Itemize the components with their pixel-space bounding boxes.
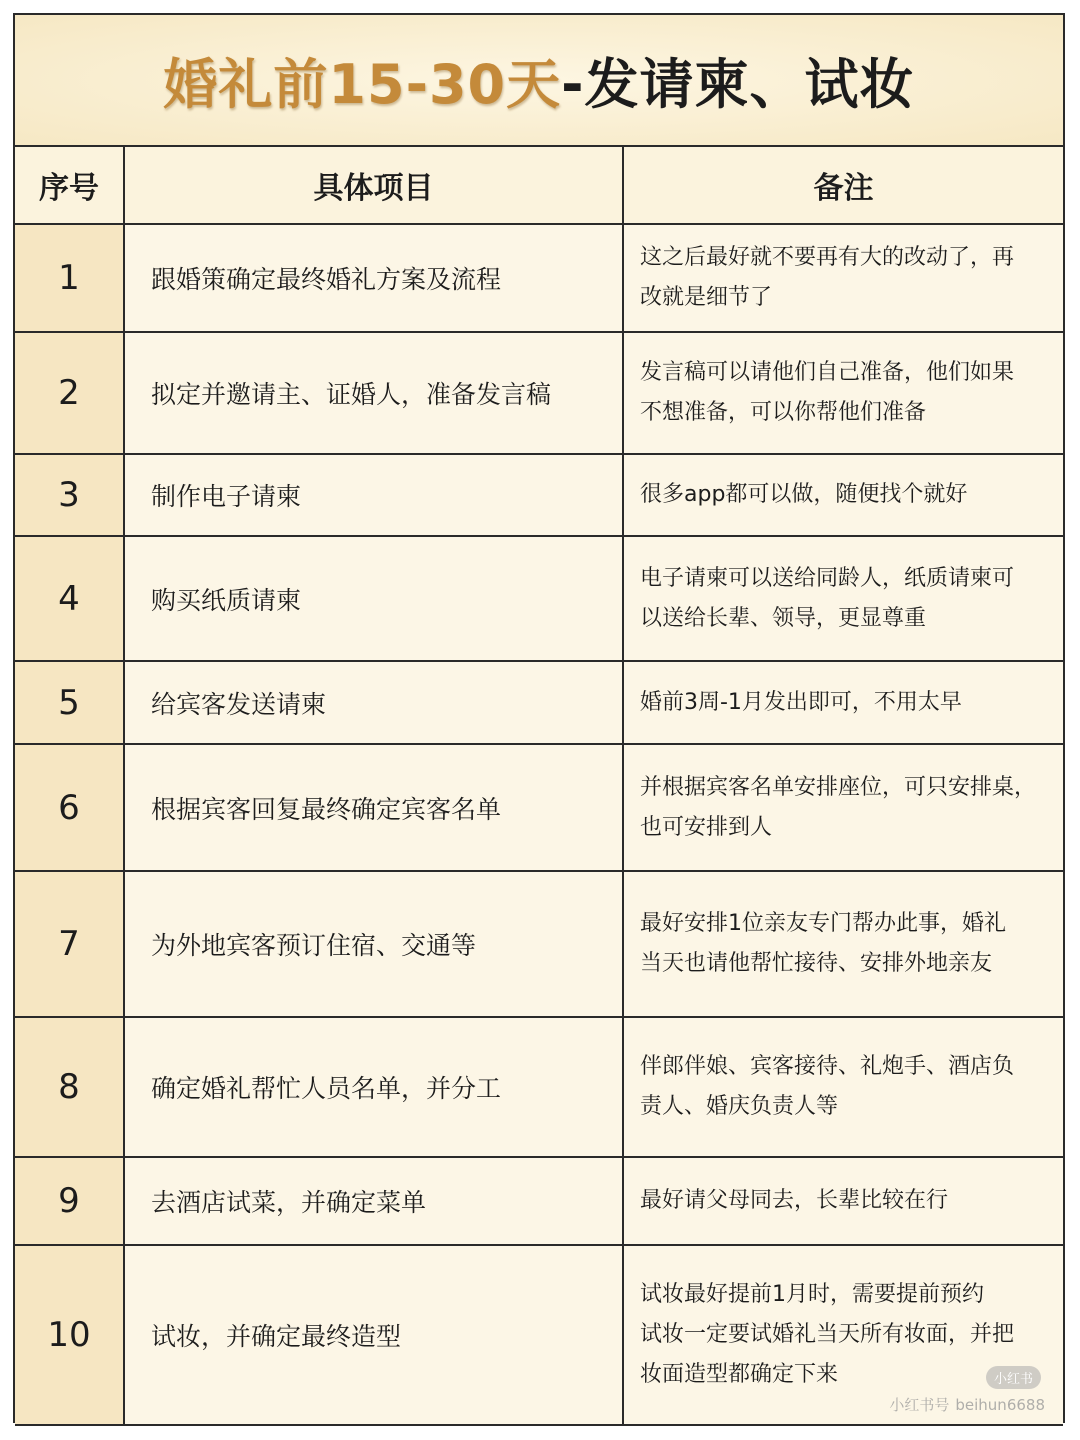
row-task: 给宾客发送请柬 <box>124 661 623 744</box>
row-number: 1 <box>15 224 124 332</box>
row-note <box>623 661 1063 744</box>
page-title <box>163 42 914 119</box>
row-task: 拟定并邀请主、证婚人，准备发言稿 <box>124 332 623 454</box>
note-line: 改就是细节了 <box>640 285 773 310</box>
checklist-table <box>15 145 1063 1426</box>
watermark-logo: 小红书 <box>986 1366 1041 1389</box>
note-line: 最好请父母同去，长辈比较在行 <box>640 1188 949 1213</box>
table-row <box>15 744 1063 871</box>
row-task: 制作电子请柬 <box>124 454 623 536</box>
note-line: 责人、婚庆负责人等 <box>640 1094 839 1119</box>
table-row <box>15 661 1063 744</box>
row-task: 跟婚策确定最终婚礼方案及流程 <box>124 224 623 332</box>
note-line: 并根据宾客名单安排座位，可只安排桌， <box>640 774 1037 800</box>
table-body <box>15 224 1063 1425</box>
row-task: 为外地宾客预订住宿、交通等 <box>124 871 623 1017</box>
table-row <box>15 224 1063 332</box>
title-highlight: 婚礼前15-30天 <box>163 52 562 116</box>
row-task: 去酒店试菜，并确定菜单 <box>124 1157 623 1245</box>
row-number: 10 <box>15 1245 124 1425</box>
header-note: 备注 <box>623 146 1063 224</box>
row-task: 试妆，并确定最终造型 <box>124 1245 623 1425</box>
note-line: 这之后最好就不要再有大的改动了，再 <box>640 245 1015 270</box>
row-note <box>623 454 1063 536</box>
row-number: 4 <box>15 536 124 661</box>
row-number: 3 <box>15 454 124 536</box>
row-number: 7 <box>15 871 124 1017</box>
row-note <box>623 332 1063 454</box>
row-number: 2 <box>15 332 124 454</box>
row-note <box>623 1157 1063 1245</box>
watermark <box>889 1394 1045 1415</box>
row-note <box>623 871 1063 1017</box>
note-line: 很多app都可以做，随便找个就好 <box>640 482 968 507</box>
row-task: 购买纸质请柬 <box>124 536 623 661</box>
note-line: 伴郎伴娘、宾客接待、礼炮手、酒店负 <box>640 1054 1015 1079</box>
note-line: 最好安排1位亲友专门帮办此事，婚礼 <box>640 911 1006 936</box>
note-line: 当天也请他帮忙接待、安排外地亲友 <box>640 951 993 976</box>
table-row <box>15 454 1063 536</box>
row-note <box>623 536 1063 661</box>
row-number: 9 <box>15 1157 124 1245</box>
table-row <box>15 871 1063 1017</box>
watermark-brand: 小红书号 <box>889 1396 950 1414</box>
note-line: 婚前3周-1月发出即可，不用太早 <box>640 689 962 715</box>
note-line: 以送给长辈、领导，更显尊重 <box>640 605 927 631</box>
watermark-user-id: beihun6688 <box>955 1395 1045 1414</box>
document-page <box>13 13 1065 1423</box>
header-num: 序号 <box>15 146 124 224</box>
row-task: 确定婚礼帮忙人员名单，并分工 <box>124 1017 623 1157</box>
note-line: 试妆一定要试婚礼当天所有妆面，并把 <box>640 1322 1015 1347</box>
table-row <box>15 1017 1063 1157</box>
table-row <box>15 1157 1063 1245</box>
note-line: 电子请柬可以送给同龄人，纸质请柬可 <box>640 565 1015 591</box>
note-line: 试妆最好提前1月时，需要提前预约 <box>640 1282 984 1307</box>
row-number: 6 <box>15 744 124 871</box>
title-rest: -发请柬、试妆 <box>561 52 915 116</box>
table-header-row <box>15 146 1063 224</box>
row-note <box>623 1017 1063 1157</box>
title-bar <box>15 15 1063 147</box>
row-number: 5 <box>15 661 124 744</box>
row-note <box>623 224 1063 332</box>
row-task: 根据宾客回复最终确定宾客名单 <box>124 744 623 871</box>
row-number: 8 <box>15 1017 124 1157</box>
note-line: 发言稿可以请他们自己准备，他们如果 <box>640 360 1015 385</box>
note-line: 也可安排到人 <box>640 814 773 840</box>
header-task: 具体项目 <box>124 146 623 224</box>
table-row <box>15 332 1063 454</box>
row-note <box>623 744 1063 871</box>
note-line: 不想准备，可以你帮他们准备 <box>640 400 927 425</box>
note-line: 妆面造型都确定下来 <box>640 1362 839 1387</box>
table-row <box>15 536 1063 661</box>
